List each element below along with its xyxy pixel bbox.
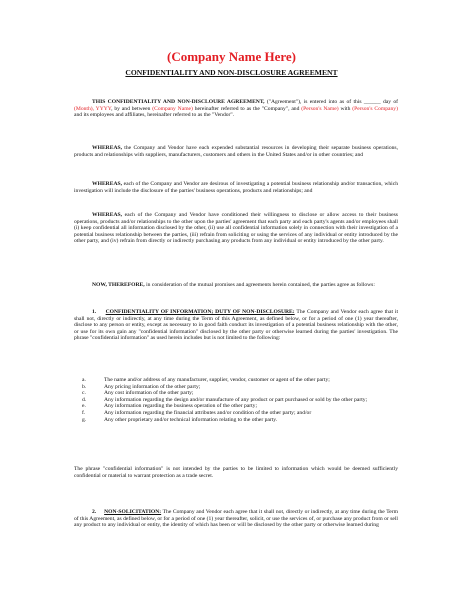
intro-text-4: with <box>338 105 353 112</box>
list-item-text: The name and/or address of any manufacturer, supplier, vendor, customer or agent of the other party; <box>104 377 330 383</box>
list-item-text: Any cost information of the other party; <box>104 390 194 397</box>
list-item <box>74 417 398 424</box>
whereas-clause-1 <box>74 145 398 158</box>
list-item-text: Any information regarding the design and/or manufacture of any product or part purchased or sold by the other party; <box>104 396 368 403</box>
intro-text-2: , by and between <box>111 105 153 112</box>
intro-text-1: ("Agreement"), is entered into as of this ______ day of <box>264 99 398 105</box>
therefore-text: in consideration of the mutual promises and agreements herein contained, the parties agree as follows: <box>144 282 375 288</box>
list-marker: b. <box>82 383 87 390</box>
section-number: 1. <box>92 309 97 315</box>
document-title: CONFIDENTIALITY AND NON-DISCLOSURE AGREEMENT <box>125 68 338 77</box>
confidential-information-list <box>74 377 398 423</box>
section-1-closing: The phrase "confidential information" is not intended by the parties to be limited to information which would be deemed sufficiently confidential or material to warrant protection as a trade secret. <box>74 466 398 479</box>
person-company-placeholder: (Person's Company) <box>352 105 398 112</box>
list-marker: d. <box>82 396 87 403</box>
list-item <box>74 410 398 417</box>
list-marker: c. <box>82 390 86 397</box>
list-item-text: Any information regarding the financial attributes and/or condition of the other party; and/or <box>104 409 312 416</box>
section-title: CONFIDENTIALITY OF INFORMATION; DUTY OF NON-DISCLOSURE: <box>105 309 295 315</box>
section-1-confidentiality <box>74 309 398 342</box>
whereas-clause-3 <box>74 212 398 245</box>
whereas-text: each of the Company and Vendor have conditioned their willingness to disclose or allow access to their business operations, products and/or relationships to the other upon the parties' agreement that each party and each party's agents and/or employees shall (i) keep confidential all information disclosed by the other, (ii) use all confidential information solely in connection with their investigation of a potential business relationship between the parties, (iii) refrain from soliciting or using the services of any individual or entity introduced by the other party, and (iv) refrain from directly or indirectly purchasing any products from any individual or entity introduced by the other party. <box>74 212 398 245</box>
section-title: NON-SOLICITATION: <box>104 509 162 515</box>
therefore-lead: NOW, THEREFORE, <box>92 282 145 288</box>
intro-text-5: and its employees and affiliates, hereinafter referred to as the "Vendor". <box>74 112 235 119</box>
list-marker: e. <box>82 403 86 410</box>
intro-text-3: hereinafter referred to as the "Company", and <box>192 105 302 112</box>
intro-lead: THIS CONFIDENTIALITY AND NON-DISCLOURE AGREEMENT, <box>92 99 265 105</box>
whereas-lead: WHEREAS, <box>92 212 122 218</box>
whereas-text: the Company and Vendor have each expended substantial resources in developing their separate business operations, products and relationships with suppliers, manufacturers, customers and others in the United States and/or in other countries; and <box>74 145 398 158</box>
list-item <box>74 377 398 384</box>
list-marker: g. <box>82 416 87 423</box>
section-2-non-solicitation <box>74 509 398 529</box>
date-placeholder: (Month), YYYY <box>74 105 112 112</box>
list-item-text: Any pricing information of the other party; <box>104 383 201 390</box>
list-marker: a. <box>82 377 86 383</box>
section-text: The Company and Vendor each agree that it shall not, directly or indirectly, at any time during the Term of this Agreement, as defined below, or for a period of one (1) year thereafter, disclose to any person or entity, except as necessary to in good faith conduct its investigation of a potential business relationship with the other, or use for its own gain any "confidential information" disclosed by the other party or otherwise learned during the parties' investigation. The phrase "confidential information" as used herein includes but is not limited to the following: <box>74 309 399 342</box>
whereas-text: each of the Company and Vendor are desirous of investigating a potential business relationship and/or transaction, which investigation will include the disclosure of the parties' business operations, products and relationships; and <box>74 181 398 194</box>
section-text: The Company and Vendor each agree that it shall not, directly or indirectly, at any time during the Term of this Agreement, as defined below, or for a period of one (1) year thereafter, solicit, or use the services of, or purchase any product from or sell any product to any individual or entity, the identity of which has been or will be disclosed by the other party or otherwise learned during <box>74 509 399 529</box>
company-name-placeholder: (Company Name Here) <box>166 49 296 64</box>
list-item-text: Any information regarding the business operation of the other party; <box>104 403 258 410</box>
company-placeholder: (Company Name) <box>152 105 193 112</box>
whereas-lead: WHEREAS, <box>92 145 122 151</box>
intro-paragraph <box>74 99 398 119</box>
list-item <box>74 403 398 410</box>
list-item-text: Any other proprietary and/or technical information relating to the other party. <box>104 416 278 423</box>
section-number: 2. <box>92 509 97 515</box>
list-item <box>74 390 398 397</box>
whereas-lead: WHEREAS, <box>92 181 122 187</box>
person-name-placeholder: (Person's Name) <box>301 105 339 112</box>
whereas-clause-2 <box>74 181 398 194</box>
now-therefore-clause <box>74 282 398 289</box>
list-marker: f. <box>82 409 86 416</box>
